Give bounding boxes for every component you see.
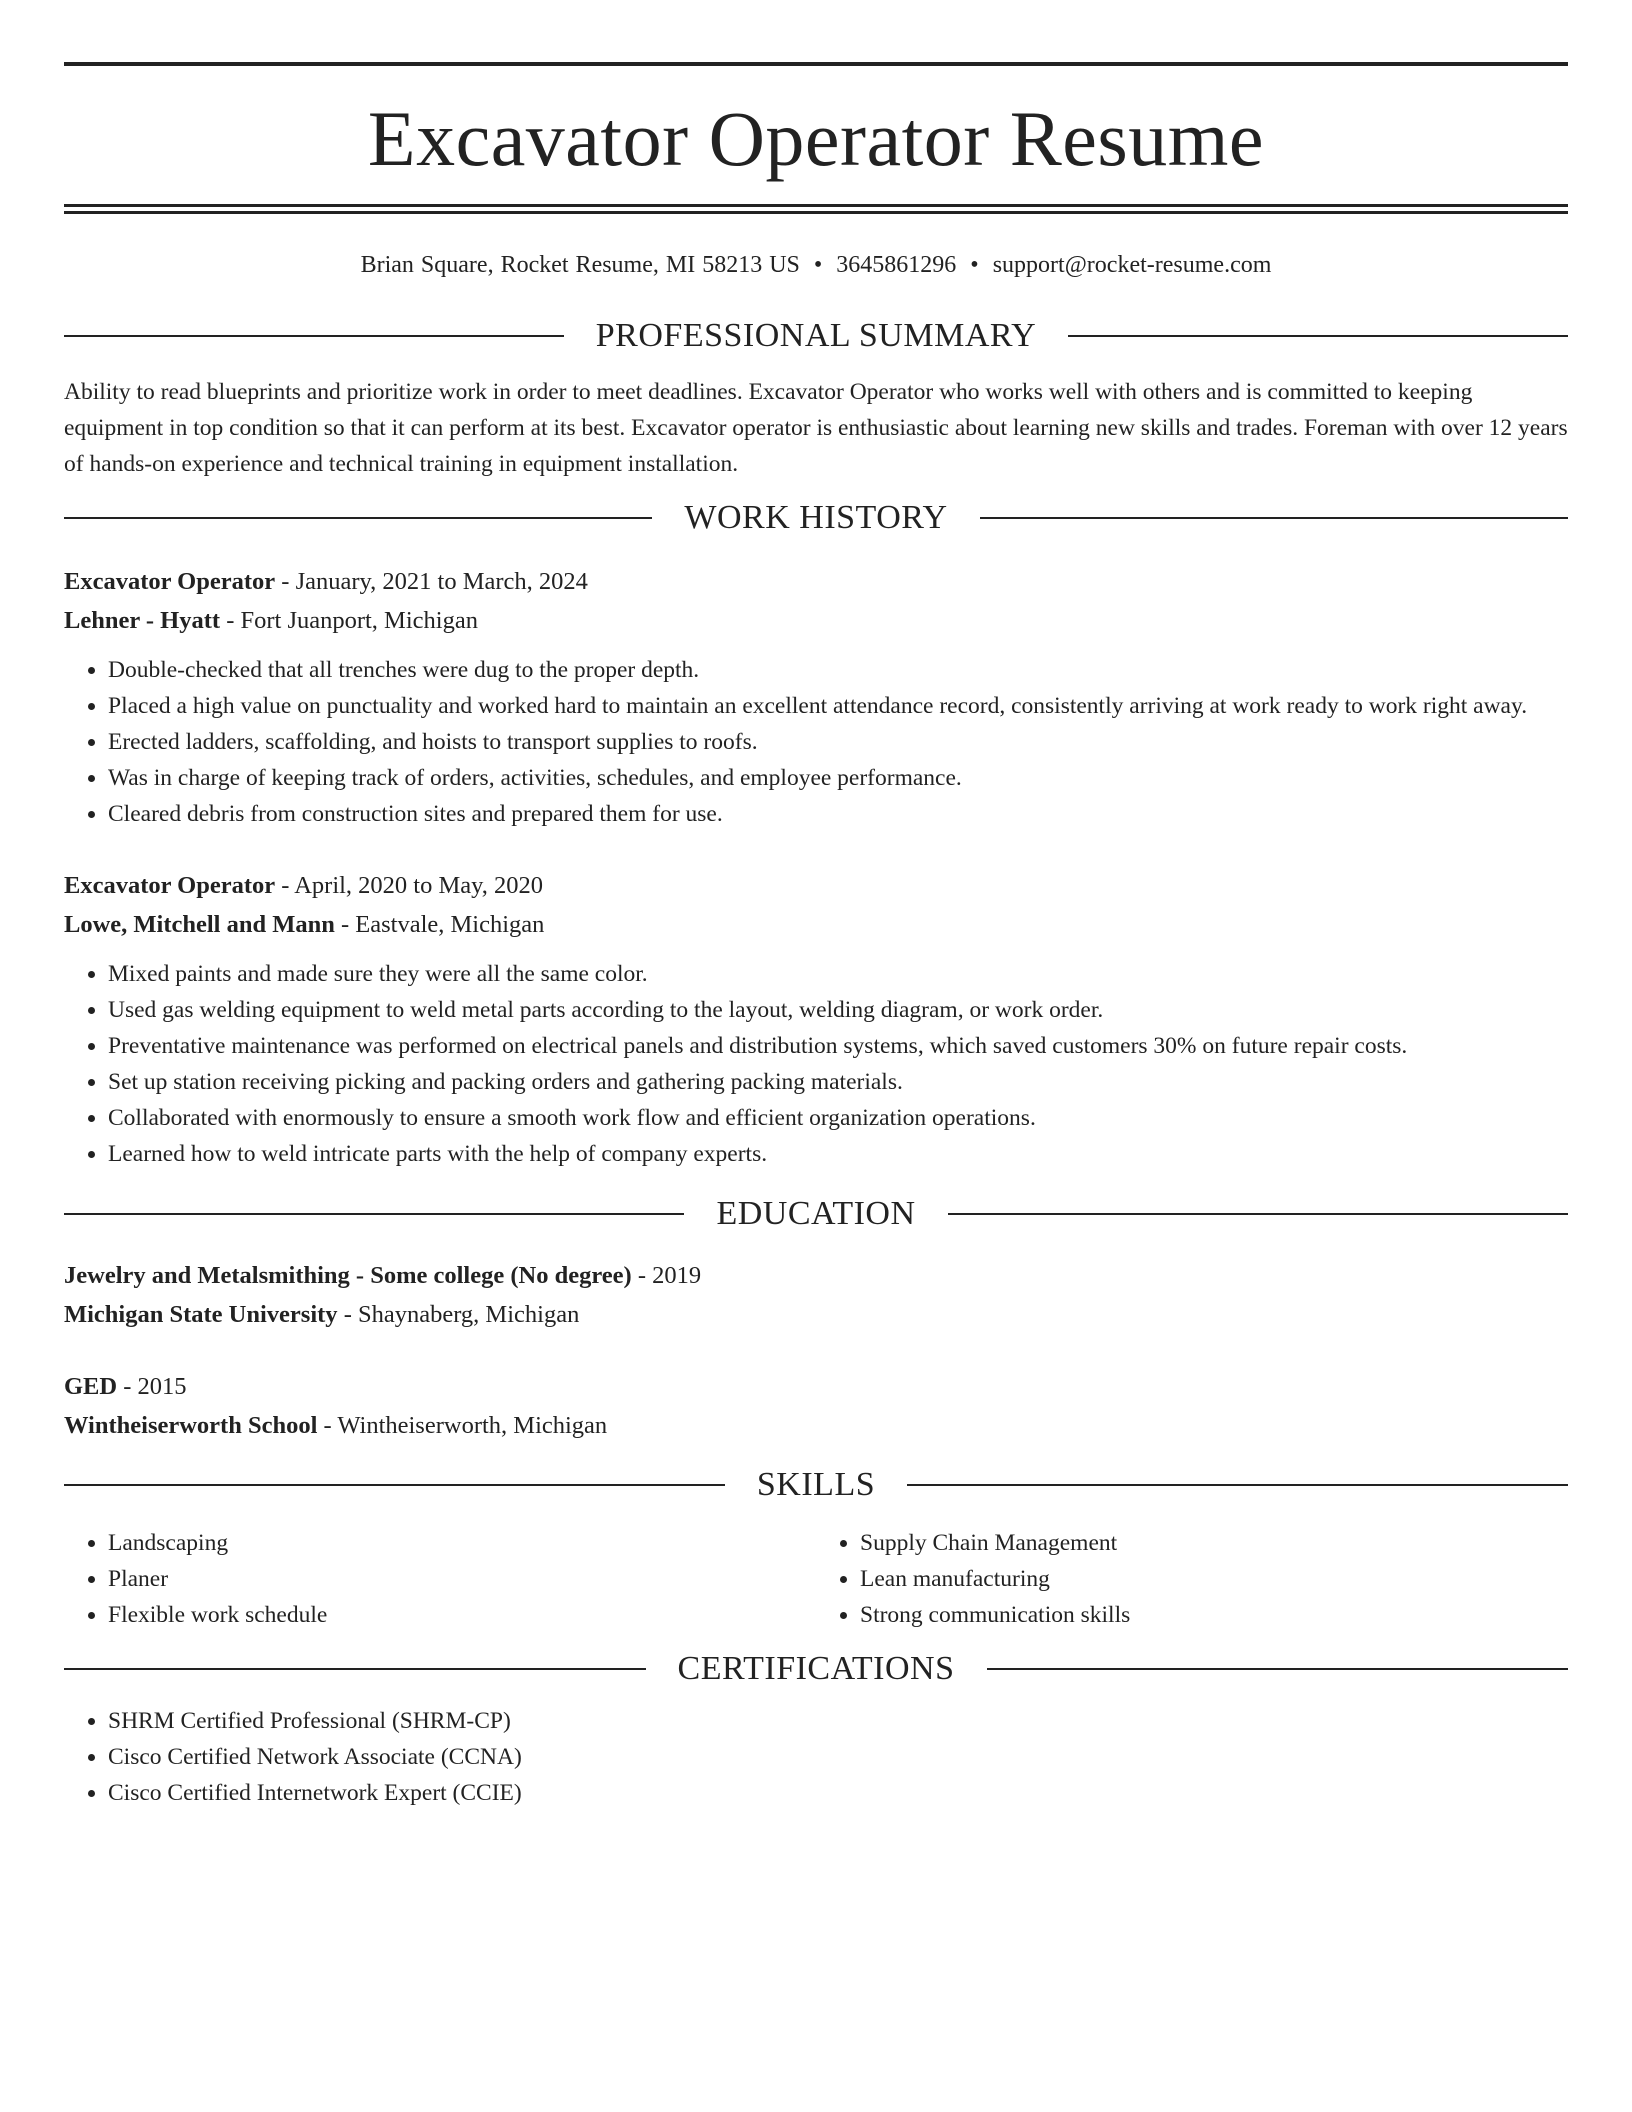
list-item: • Landscaping <box>108 1525 816 1561</box>
section-title: SKILLS <box>756 1466 876 1503</box>
list-item: • Learned how to weld intricate parts with the help of company experts. <box>108 1136 1568 1172</box>
education-school-line <box>64 1406 1568 1445</box>
job-location: - Eastvale, Michigan <box>334 911 545 938</box>
education-degree-line <box>64 1367 1568 1406</box>
skills-list-right <box>816 1525 1568 1633</box>
education-year: - 2019 <box>631 1262 702 1289</box>
list-item: • Set up station receiving picking and packing orders and gathering packing materials. <box>108 1064 1568 1100</box>
list-item: • Lean manufacturing <box>860 1561 1568 1597</box>
job-company-line <box>64 601 1568 640</box>
section-header-skills <box>64 1463 1568 1507</box>
job-entry <box>64 866 1568 1172</box>
section-header-certifications <box>64 1647 1568 1691</box>
section-title: PROFESSIONAL SUMMARY <box>595 317 1037 354</box>
contact-separator: • <box>813 252 823 278</box>
section-title: WORK HISTORY <box>684 499 948 536</box>
list-item: • Cisco Certified Network Associate (CCNA) <box>108 1739 1568 1775</box>
contact-line <box>64 250 1568 280</box>
section-title: EDUCATION <box>716 1195 916 1232</box>
job-dates: - April, 2020 to May, 2020 <box>275 872 544 899</box>
contact-phone: 3645861296 <box>836 252 957 278</box>
list-item: • Flexible work schedule <box>108 1597 816 1633</box>
section-rule <box>987 1668 1569 1670</box>
job-title: Excavator Operator <box>64 568 276 595</box>
education-location: - Wintheiserworth, Michigan <box>317 1412 608 1439</box>
list-item: • Placed a high value on punctuality and worked hard to maintain an excellent attendance record, consistently arriving at work ready to work right away. <box>108 688 1568 724</box>
list-item: • Erected ladders, scaffolding, and hoists to transport supplies to roofs. <box>108 724 1568 760</box>
list-item: • Collaborated with enormously to ensure a smooth work flow and efficient organization operations. <box>108 1100 1568 1136</box>
education-entry <box>64 1256 1568 1334</box>
section-header-summary <box>64 314 1568 358</box>
skills-grid <box>64 1525 1568 1633</box>
job-location: - Fort Juanport, Michigan <box>220 607 478 634</box>
certifications-list <box>64 1703 1568 1811</box>
page-title: Excavator Operator Resume <box>367 95 1265 182</box>
education-entry <box>64 1367 1568 1445</box>
skills-list-left <box>64 1525 816 1633</box>
contact-address: Brian Square, Rocket Resume, MI 58213 US <box>360 252 800 278</box>
summary-text: Ability to read blueprints and prioritize work in order to meet deadlines. Excavator Operator who works well with others and is committed to keeping equipment in top condition so that it can perform at its best. Excavator operator is enthusiastic about learning new skills and trades. Foreman with over 12 years of hands-on experience and technical training in equipment installation. <box>64 379 1568 477</box>
contact-separator: • <box>970 252 979 278</box>
job-company-line <box>64 905 1568 944</box>
list-item: • Double-checked that all trenches were dug to the proper depth. <box>108 652 1568 688</box>
education-year: - 2015 <box>117 1373 187 1400</box>
section-rule <box>980 517 1568 519</box>
list-item: • Mixed paints and made sure they were all the same color. <box>108 956 1568 992</box>
job-title: Excavator Operator <box>64 872 276 899</box>
list-item: • Used gas welding equipment to weld metal parts according to the layout, welding diagram, or work order. <box>108 992 1568 1028</box>
education-school: Michigan State University <box>64 1301 338 1328</box>
section-header-education <box>64 1192 1568 1236</box>
section-rule <box>1068 335 1568 337</box>
list-item: • Cleared debris from construction sites and prepared them for use. <box>108 796 1568 832</box>
job-company: Lehner - Hyatt <box>64 607 221 634</box>
job-entry <box>64 562 1568 832</box>
list-item: • Strong communication skills <box>860 1597 1568 1633</box>
contact-email: support@rocket-resume.com <box>992 252 1272 278</box>
education-degree-line <box>64 1256 1568 1295</box>
section-rule <box>907 1484 1568 1486</box>
job-dates: - January, 2021 to March, 2024 <box>275 568 588 595</box>
list-item: • Was in charge of keeping track of orders, activities, schedules, and employee performance. <box>108 760 1568 796</box>
list-item: • SHRM Certified Professional (SHRM-CP) <box>108 1703 1568 1739</box>
education-degree: Jewelry and Metalsmithing - Some college (No degree) <box>64 1262 632 1289</box>
section-title: CERTIFICATIONS <box>677 1650 955 1687</box>
list-item: • Planer <box>108 1561 816 1597</box>
education-school: Wintheiserworth School <box>64 1412 318 1439</box>
education-location: - Shaynaberg, Michigan <box>337 1301 580 1328</box>
section-rule <box>64 1668 646 1670</box>
section-header-work <box>64 496 1568 540</box>
job-bullets <box>64 956 1568 1172</box>
job-company: Lowe, Mitchell and Mann <box>64 911 335 938</box>
list-item: • Supply Chain Management <box>860 1525 1568 1561</box>
job-title-line <box>64 562 1568 601</box>
education-degree: GED <box>64 1373 118 1400</box>
section-rule <box>64 517 652 519</box>
section-rule <box>948 1213 1568 1215</box>
job-bullets <box>64 652 1568 832</box>
education-school-line <box>64 1295 1568 1334</box>
section-rule <box>64 1484 725 1486</box>
section-rule <box>64 335 564 337</box>
job-title-line <box>64 866 1568 905</box>
list-item: • Preventative maintenance was performed on electrical panels and distribution systems, which saved customers 30% on future repair costs. <box>108 1028 1568 1064</box>
top-rule <box>64 62 1568 66</box>
title-double-rule <box>64 204 1568 214</box>
section-rule <box>64 1213 684 1215</box>
list-item: • Cisco Certified Internetwork Expert (CCIE) <box>108 1775 1568 1811</box>
